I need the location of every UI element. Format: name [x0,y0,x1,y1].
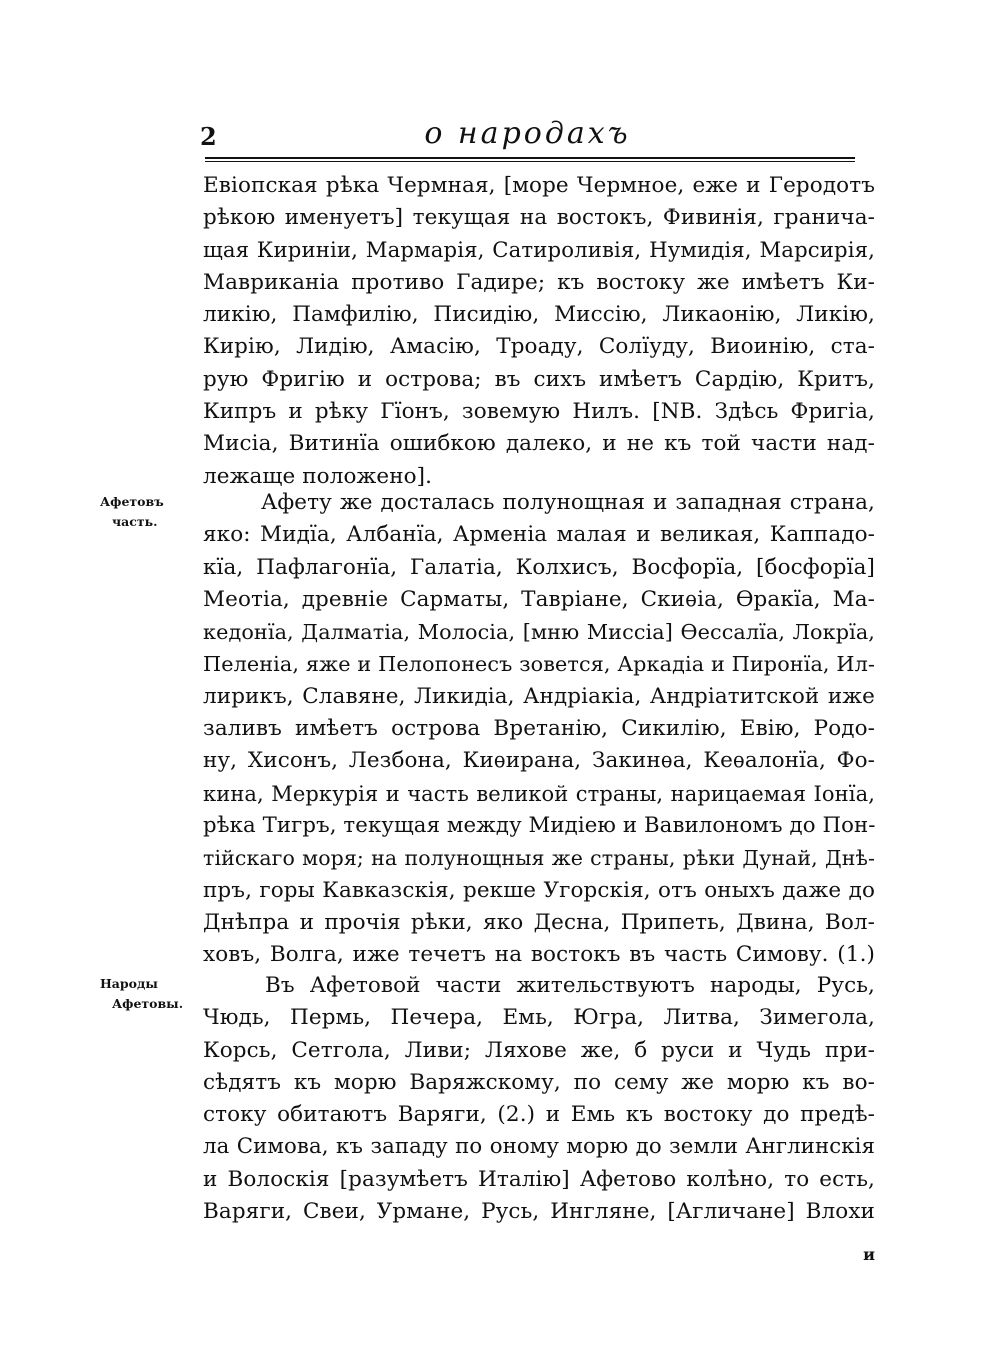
text-line: Днѣпра и прочія рѣки, яко Десна, Припеть, Двина, Вол- [203,909,875,935]
text-line: тійскаго моря; на полунощныя же страны, рѣки Дунай, Днѣ- [203,846,875,871]
text-line: ну, Хисонъ, Лезбона, Киѳирана, Закинѳа, Кеѳалонїа, Фо- [203,748,875,774]
margin-note-line: Афетовы. [112,996,184,1011]
page-number: 2 [200,122,217,151]
paragraph-afet-lands [203,487,875,971]
text-line: Въ Афетовой части жительствуютъ народы, Русь, [265,973,875,998]
margin-note-afet-peoples [100,974,200,1014]
text-line: заливъ имѣетъ острова Вретанію, Сикилію, Евію, Родо- [203,716,875,742]
text-line: пръ, горы Кавказскія, рекше Угорскія, отъ оныхъ даже до [203,877,875,903]
text-line: стоку обитаютъ Варяги, (2.) и Емь къ востоку до предѣ- [203,1102,875,1128]
text-line: рую Фригію и острова; въ сихъ имѣетъ Сардію, Критъ, [203,366,875,392]
text-line: яко: Мидїа, Албанїа, Арменіа малая и великая, Каппадо- [203,522,875,548]
text-line: Мисіа, Витинїа ошибкою далеко, и не къ той части над- [203,431,875,457]
paragraph-continuation [203,170,875,493]
text-line: Корсь, Сетгола, Ливи; Ляхове же, б руси и Чудь при- [203,1037,875,1063]
text-line: Мавриканіа противо Гадире; къ востоку же имѣетъ Ки- [203,269,875,295]
text-line: Меотіа, древніе Сарматы, Тавріане, Скиѳіа, Ѳракїа, Ма- [203,586,875,612]
text-line: кедонїа, Далматіа, Молосіа, [мню Миссіа] Ѳессалїа, Локрїа, [203,620,875,645]
text-line: Пеленіа, яже и Пелопонесъ зовется, Аркадіа и Пиронїа, Ил- [203,652,875,677]
text-line: лирикъ, Славяне, Ликидіа, Андріакіа, Андріатитской иже [203,683,875,709]
catchword: и [863,1245,875,1264]
text-line: Кипръ и рѣку Гїонъ, зовемую Нилъ. [NB. Здѣсь Фригіа, [203,399,875,425]
text-line: кїа, Пафлагонїа, Галатіа, Колхисъ, Восфорїа, [босфорїа] [203,554,875,580]
text-line: Евіопская рѣка Чермная, [море Чермное, еже и Геродотъ [203,173,875,198]
text-line: и Волоскія [разумѣетъ Италію] Афетово колѣно, то есть, [203,1166,875,1192]
running-title: о народахъ [424,116,631,151]
text-line: ликію, Памфилію, Писидію, Миссію, Ликаонію, Ликію, [203,302,875,328]
text-line: кина, Меркурія и часть великой страны, нарицаемая Іонїа, [203,781,875,806]
margin-note-line: Народы [100,976,158,991]
paragraph-afet-peoples [203,970,875,1228]
text-line: ховъ, Волга, иже течетъ на востокъ въ часть Симову. (1.) [203,942,875,968]
page-header [200,112,855,156]
margin-note-line: Афетовъ [100,494,164,509]
text-line: рѣкою именуетъ] текущая на востокъ, Фивинія, гранича- [203,205,875,231]
text-line: сѣдятъ къ морю Варяжскому, по сему же морю къ во- [203,1069,875,1095]
text-line: рѣка Тигръ, текущая между Мидіею и Вавилономъ до Пон- [203,812,876,838]
header-rule [205,157,855,162]
text-line: ла Симова, къ западу по оному морю до земли Англинскія [203,1134,875,1160]
text-line: Варяги, Свеи, Урмане, Русь, Ингляне, [Агличане] Влохи [203,1199,875,1225]
text-line: Афету же досталась полунощная и западная страна, [261,490,875,515]
margin-note-afet-part [100,492,195,532]
text-line: щая Кириніи, Мармарія, Сатироливія, Нумидія, Марсирія, [203,237,875,263]
text-line: Чюдь, Пермь, Печера, Емь, Югра, Литва, Зимегола, [203,1005,875,1031]
margin-note-line: часть. [112,514,158,529]
text-line: лежаще положено]. [203,463,433,489]
text-line: Кирію, Лидію, Амасію, Троаду, Солїуду, Виоинію, ста- [203,334,875,360]
